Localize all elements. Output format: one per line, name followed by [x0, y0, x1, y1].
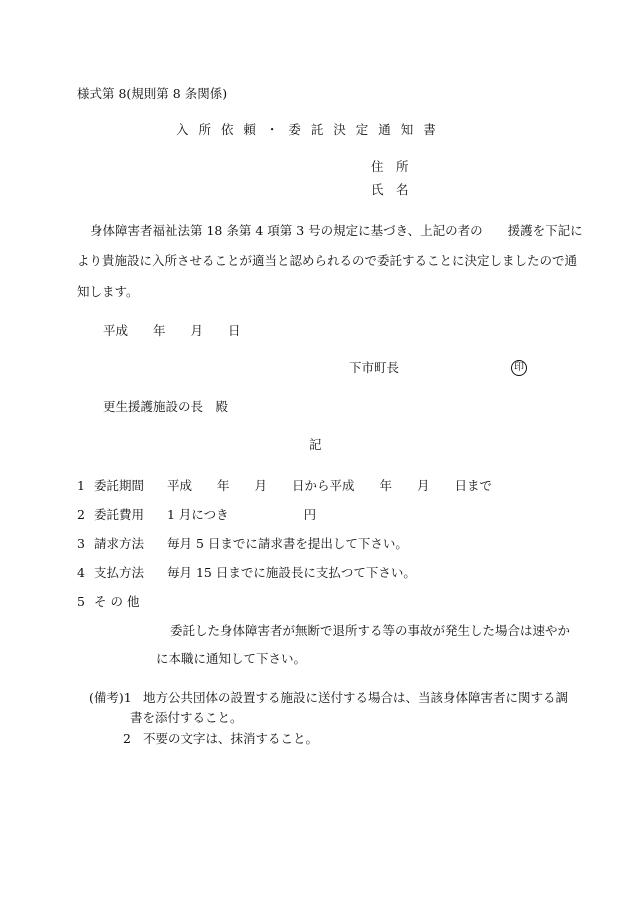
form-number: 様式第 8(規則第 8 条関係) — [77, 86, 228, 101]
name-label: 氏 名 — [371, 182, 409, 197]
document-title: 入 所 依 頼 ・ 委 託 決 定 通 知 書 — [176, 122, 439, 137]
note-2-text: 不要の文字は、抹消すること。 — [143, 731, 319, 746]
item-4-label: 支払方法 — [94, 565, 145, 580]
item-5-number: 5 — [77, 594, 85, 609]
item-1-number: 1 — [77, 478, 85, 493]
other-text-line-1: 委託した身体障害者が無断で退所する等の事故が発生した場合は速やか — [170, 623, 571, 638]
note-1-line-2: 書を添付すること。 — [130, 710, 243, 725]
item-2-content: 1 月につき 円 — [167, 507, 317, 522]
note-2-number: 2 — [123, 731, 131, 746]
address-label: 住 所 — [371, 159, 409, 174]
item-1-content: 平成 年 月 日から平成 年 月 日まで — [167, 478, 493, 493]
note-1-line-1: 地方公共団体の設置する施設に送付する場合は、当該身体障害者に関する調 — [143, 690, 569, 705]
item-3-content: 毎月 5 日までに請求書を提出して下さい。 — [167, 536, 408, 551]
body-line-2: より貴施設に入所させることが適当と認められるので委託することに決定しましたので通 — [77, 253, 578, 268]
item-2-number: 2 — [77, 507, 85, 522]
seal-mark: 印 — [511, 360, 527, 376]
other-text-line-2: に本職に通知して下さい。 — [156, 651, 307, 666]
item-3-label: 請求方法 — [94, 536, 145, 551]
item-4-number: 4 — [77, 565, 85, 580]
item-5-label: そ の 他 — [94, 594, 140, 609]
date-line: 平成 年 月 日 — [103, 323, 241, 338]
notes-prefix: (備考)1 — [89, 690, 132, 705]
issuer: 下市町長 — [349, 360, 400, 375]
body-line-1: 身体障害者福祉法第 18 条第 4 項第 3 号の規定に基づき、上記の者の 援護を下記に — [90, 223, 583, 238]
ki-heading: 記 — [309, 437, 322, 452]
item-4-content: 毎月 15 日までに施設長に支払つて下さい。 — [167, 565, 416, 580]
item-2-label: 委託費用 — [94, 507, 145, 522]
recipient: 更生援護施設の長 殿 — [103, 399, 229, 414]
item-1-label: 委託期間 — [94, 478, 145, 493]
item-3-number: 3 — [77, 536, 85, 551]
body-line-3: 知します。 — [77, 284, 139, 299]
